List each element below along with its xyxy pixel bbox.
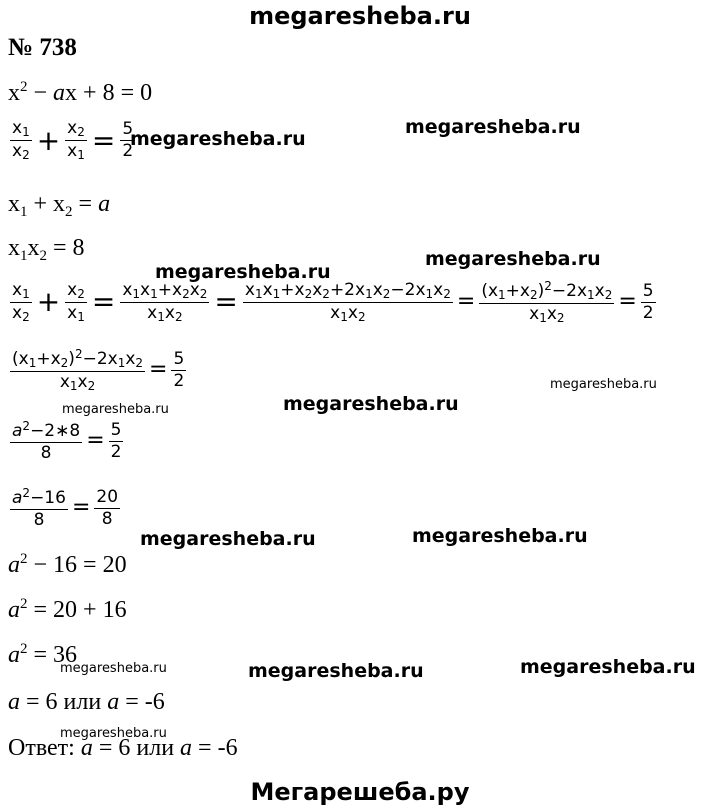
equation-step-1: $a^2 - 16 = 20$ — [8, 551, 127, 578]
vieta-product: $x_1x_2 = 8$ — [8, 235, 85, 264]
watermark: megaresheba.ru — [62, 402, 169, 417]
watermark: megaresheba.ru — [248, 660, 424, 682]
answer-line: Ответ: a = 6 или a = -6 — [8, 735, 238, 761]
site-header: megaresheba.ru — [249, 2, 471, 30]
equation-substitution: $\frac{a^2-2∗8}{8}$ = $\frac{5}{2}$ — [12, 419, 122, 463]
equation-step-3: $a^2 = 36$ — [8, 641, 78, 668]
equation-square-form: $\frac{(x_1+x_2)^2-2x_1x_2}{x_1x_2}$ = $\frac{5}{2}$ — [12, 347, 185, 393]
watermark: megaresheba.ru — [140, 528, 316, 550]
site-footer: Мегарешеба.ру — [250, 778, 470, 806]
vieta-sum: $x_1 + x_2 = a$ — [8, 191, 111, 220]
watermark: megaresheba.ru — [60, 661, 167, 676]
problem-number: № 738 — [8, 34, 77, 61]
watermark: megaresheba.ru — [520, 656, 696, 678]
watermark: megaresheba.ru — [283, 393, 459, 415]
watermark: megaresheba.ru — [405, 116, 581, 138]
answer-label: Ответ: — [8, 735, 75, 761]
equation-transformation: $\frac{x_1}{x_2}$ + $\frac{x_2}{x_1}$ = $\frac{x_1x_1+x_2x_2}{x_1x_2}$ = $\frac{x_1x_1+x_2x_2+2x_1x_2-2x_1x_2}{x_1x_2}$ = $\frac{(x_1+x_2)^2-2x_1x_2}{x_1x_2}$ = $\frac{5}{2}$ — [12, 279, 654, 325]
watermark: megaresheba.ru — [130, 128, 306, 150]
equation-condition: $\frac{x_1}{x_2}$ + $\frac{x_2}{x_1}$ = $\frac{5}{2}$ — [12, 118, 134, 162]
watermark: megaresheba.ru — [550, 377, 657, 392]
solution-roots: a = 6 или a = -6 — [8, 689, 165, 715]
equation-common-denominator: $\frac{a^2-16}{8}$ = $\frac{20}{8}$ — [12, 486, 119, 530]
watermark: megaresheba.ru — [412, 525, 588, 547]
watermark: megaresheba.ru — [60, 726, 167, 741]
equation-quadratic: $x^2$ − ax + 8 = 0 — [8, 79, 153, 106]
equation-step-2: $a^2 = 20 + 16$ — [8, 596, 127, 623]
watermark: megaresheba.ru — [425, 248, 601, 270]
watermark: megaresheba.ru — [155, 261, 331, 283]
